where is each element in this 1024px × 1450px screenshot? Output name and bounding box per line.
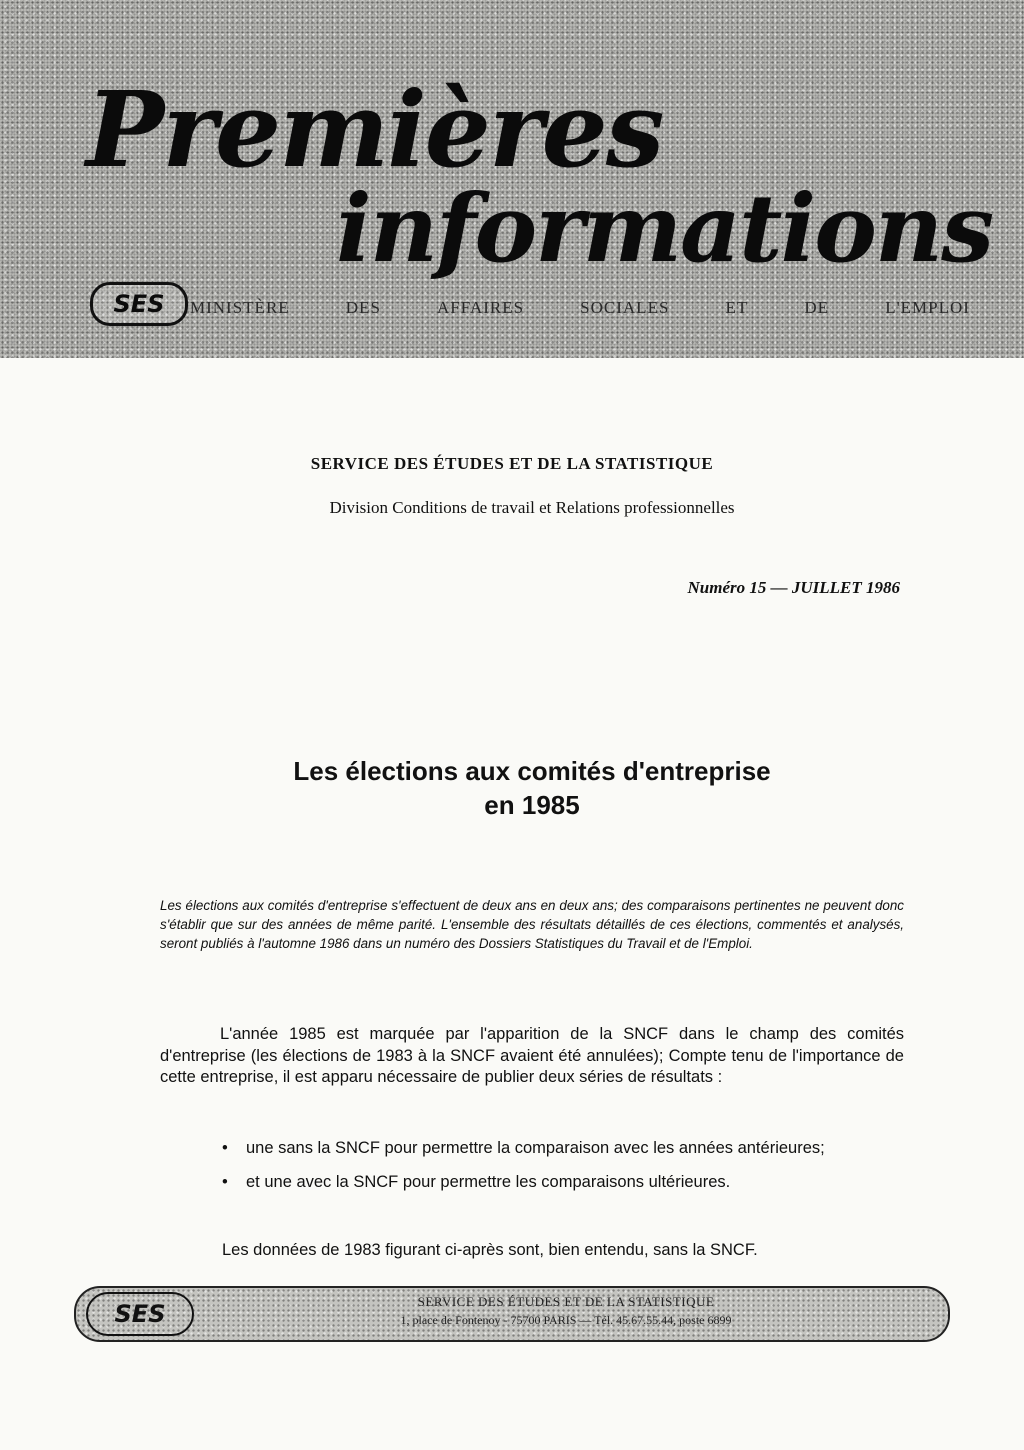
ses-logo: SES — [90, 282, 188, 326]
footer-service: SERVICE DES ÉTUDES ET DE LA STATISTIQUE — [417, 1294, 715, 1309]
ministry-word: ET — [725, 298, 749, 317]
ministry-word: L'EMPLOI — [885, 298, 970, 317]
service-heading: SERVICE DES ÉTUDES ET DE LA STATISTIQUE — [310, 454, 714, 473]
article-intro: Les élections aux comités d'entreprise s'effectuent de deux ans en deux ans; des comparaisons pertinentes ne peuvent donc s'établir que sur des années de même parité. L'ensemble des résultats détaillés de ces élections, commentés et analysés, seront publiés à l'automne 1986 dans un numéro des Dossiers Statistiques du Travail et de l'Emploi. — [160, 898, 904, 951]
article-title — [0, 754, 1024, 822]
footer-ses-logo: SES — [86, 1292, 194, 1336]
footer-bar — [74, 1286, 950, 1342]
list-item-text: et une avec la SNCF pour permettre les comparaisons ultérieures. — [246, 1172, 731, 1191]
bullet-list — [222, 1138, 904, 1205]
footer-address: 1, place de Fontenoy - 75700 PARIS — Tél. 45.67.55.44, poste 6899 — [400, 1313, 732, 1327]
paragraph-1: L'année 1985 est marquée par l'apparition de la SNCF dans le champ des comités d'entreprise (les élections de 1983 à la SNCF avaient été annulées); Compte tenu de l'importance de cette entreprise, il est apparu nécessaire de publier deux séries de résultats : — [160, 1025, 904, 1086]
bullet-icon: • — [222, 1139, 228, 1157]
ministry-word: AFFAIRES — [437, 298, 525, 317]
ministry-line — [190, 298, 970, 318]
division-line: Division Conditions de travail et Relations professionnelles — [329, 498, 735, 517]
publication-title-line2: informations — [336, 174, 993, 284]
bullet-icon: • — [222, 1172, 228, 1191]
ministry-word: DE — [804, 298, 830, 317]
publication-title-line1: Premières — [86, 68, 663, 191]
ministry-word: MINISTÈRE — [190, 298, 290, 317]
paragraph-2: Les données de 1983 figurant ci-après sont, bien entendu, sans la SNCF. — [222, 1241, 758, 1259]
ministry-word: DES — [345, 298, 381, 317]
article-title-line2: en 1985 — [484, 790, 580, 820]
list-item — [222, 1138, 904, 1160]
list-item-text: une sans la SNCF pour permettre la comparaison avec les années antérieures; — [246, 1139, 825, 1157]
ministry-word: SOCIALES — [580, 298, 670, 317]
article-title-line1: Les élections aux comités d'entreprise — [293, 756, 771, 786]
masthead — [0, 0, 1024, 358]
issue-number: Numéro 15 — JUILLET 1986 — [687, 578, 900, 597]
list-item — [222, 1172, 904, 1194]
